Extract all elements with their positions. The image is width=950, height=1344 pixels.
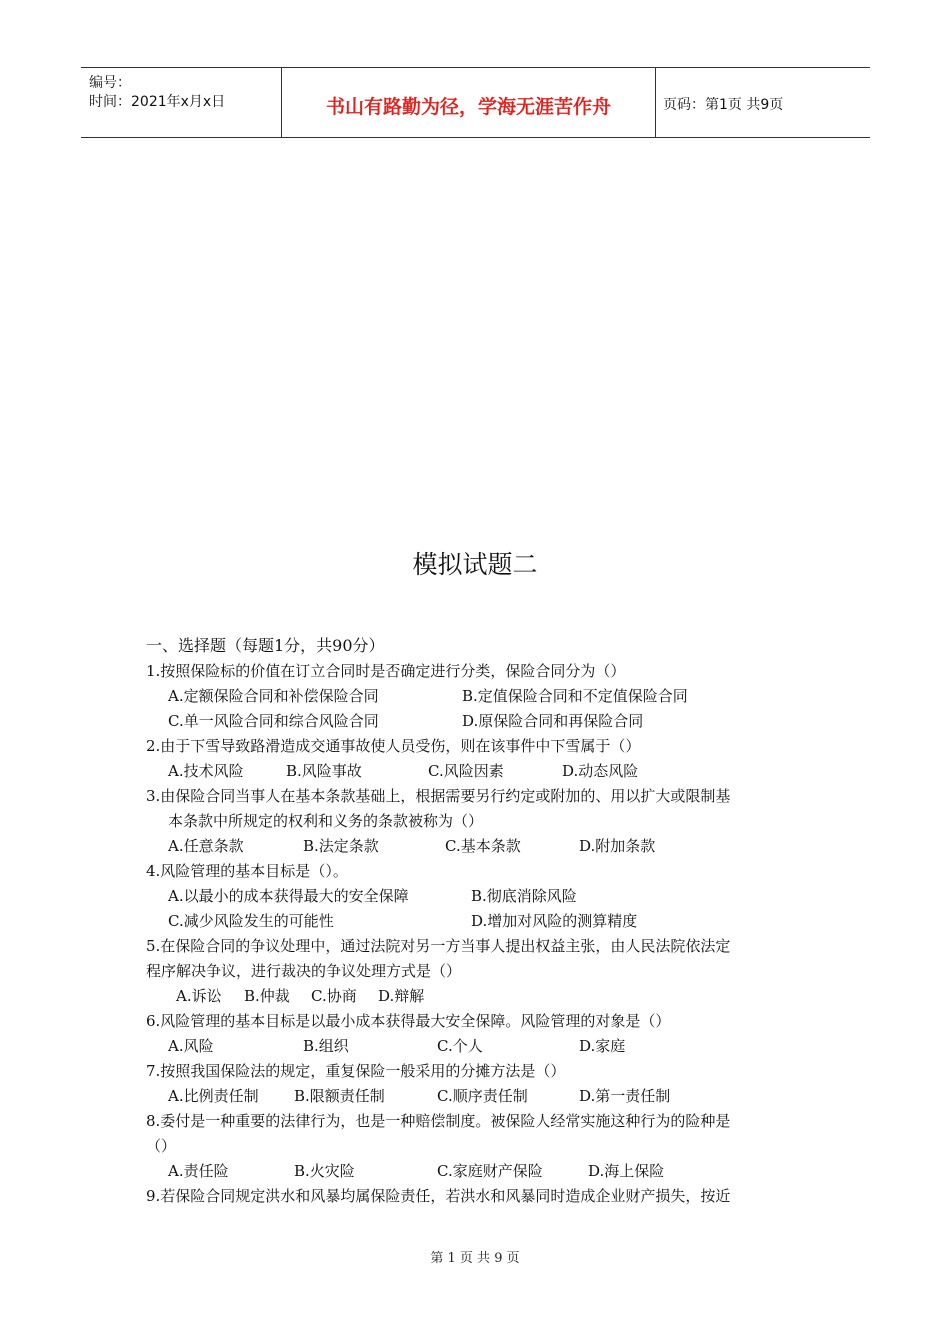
- page-footer: 第 1 页 共 9 页: [430, 1251, 520, 1266]
- question-1-line-1: 1.按照保险标的价值在订立合同时是否确定进行分类，保险合同分为（）: [146, 662, 626, 680]
- question-3-line-1: 3.由保险合同当事人在基本条款基础上，根据需要另行约定或附加的、用以扩大或限制基: [146, 787, 731, 805]
- question-1-option-b: B.定值保险合同和不定值保险合同: [462, 687, 688, 705]
- question-6-option-c: C.个人: [437, 1037, 483, 1055]
- question-4-option-a: A.以最小的成本获得最大的安全保障: [168, 887, 409, 905]
- header-motto-cell: [281, 68, 656, 137]
- question-2-option-c: C.风险因素: [428, 762, 504, 780]
- header-right-cell: [655, 68, 870, 137]
- question-8-option-c: C.家庭财产保险: [437, 1162, 543, 1180]
- date-label: 时间：2021年x月x日: [89, 94, 226, 110]
- question-3-option-a: A.任意条款: [168, 837, 244, 855]
- question-6-option-d: D.家庭: [579, 1037, 626, 1055]
- page-number-label: 页码：第1页 共9页: [663, 97, 784, 113]
- question-7-option-b: B.限额责任制: [294, 1087, 385, 1105]
- question-3-option-b: B.法定条款: [303, 837, 379, 855]
- question-5-option-b: B.仲裁: [244, 987, 290, 1005]
- question-3-option-c: C.基本条款: [445, 837, 521, 855]
- motto-text: 书山有路勤为径，学海无涯苦作舟: [325, 96, 611, 118]
- question-7-option-d: D.第一责任制: [579, 1087, 671, 1105]
- question-8-line-2: （）: [146, 1137, 177, 1155]
- question-8-option-b: B.火灾险: [294, 1162, 355, 1180]
- section-heading: 一、选择题（每题1分，共90分）: [146, 636, 385, 655]
- header-left-cell: [81, 68, 281, 137]
- question-7-option-a: A.比例责任制: [168, 1087, 259, 1105]
- question-3-line-2: 本条款中所规定的权利和义务的条款被称为（）: [168, 812, 484, 830]
- page-header: [81, 67, 870, 138]
- question-5-option-c: C.协商: [311, 987, 357, 1005]
- question-6-option-a: A.风险: [168, 1037, 214, 1055]
- question-8-option-a: A.责任险: [168, 1162, 229, 1180]
- question-2-line-1: 2.由于下雪导致路滑造成交通事故使人员受伤，则在该事件中下雪属于（）: [146, 737, 641, 755]
- question-6-option-b: B.组织: [303, 1037, 349, 1055]
- question-5-option-a: A.诉讼: [176, 987, 222, 1005]
- question-1-option-d: D.原保险合同和再保险合同: [462, 712, 644, 730]
- question-3-option-d: D.附加条款: [579, 837, 656, 855]
- question-8-option-d: D.海上保险: [588, 1162, 665, 1180]
- question-4-option-c: C.减少风险发生的可能性: [168, 912, 334, 930]
- question-1-option-c: C.单一风险合同和综合风险合同: [168, 712, 379, 730]
- number-label: 编号：: [89, 75, 131, 91]
- question-2-option-a: A.技术风险: [168, 762, 244, 780]
- question-7-option-c: C.顺序责任制: [437, 1087, 528, 1105]
- question-5-line-1: 5.在保险合同的争议处理中，通过法院对另一方当事人提出权益主张，由人民法院依法定: [146, 937, 731, 955]
- question-5-option-d: D.辩解: [378, 987, 425, 1005]
- question-4-line-1: 4.风险管理的基本目标是（）。: [146, 862, 348, 880]
- question-5-line-2: 程序解决争议，进行裁决的争议处理方式是（）: [146, 962, 462, 980]
- question-4-option-d: D.增加对风险的测算精度: [471, 912, 638, 930]
- question-4-option-b: B.彻底消除风险: [471, 887, 577, 905]
- question-1-option-a: A.定额保险合同和补偿保险合同: [168, 687, 379, 705]
- question-9-line-1: 9.若保险合同规定洪水和风暴均属保险责任，若洪水和风暴同时造成企业财产损失，按近: [146, 1187, 731, 1205]
- question-6-line-1: 6.风险管理的基本目标是以最小成本获得最大安全保障。风险管理的对象是（）: [146, 1012, 671, 1030]
- document-title: 模拟试题二: [412, 550, 538, 579]
- question-7-line-1: 7.按照我国保险法的规定，重复保险一般采用的分摊方法是（）: [146, 1062, 566, 1080]
- question-2-option-b: B.风险事故: [286, 762, 362, 780]
- question-8-line-1: 8.委付是一种重要的法律行为，也是一种赔偿制度。被保险人经常实施这种行为的险种是: [146, 1112, 731, 1130]
- question-2-option-d: D.动态风险: [562, 762, 639, 780]
